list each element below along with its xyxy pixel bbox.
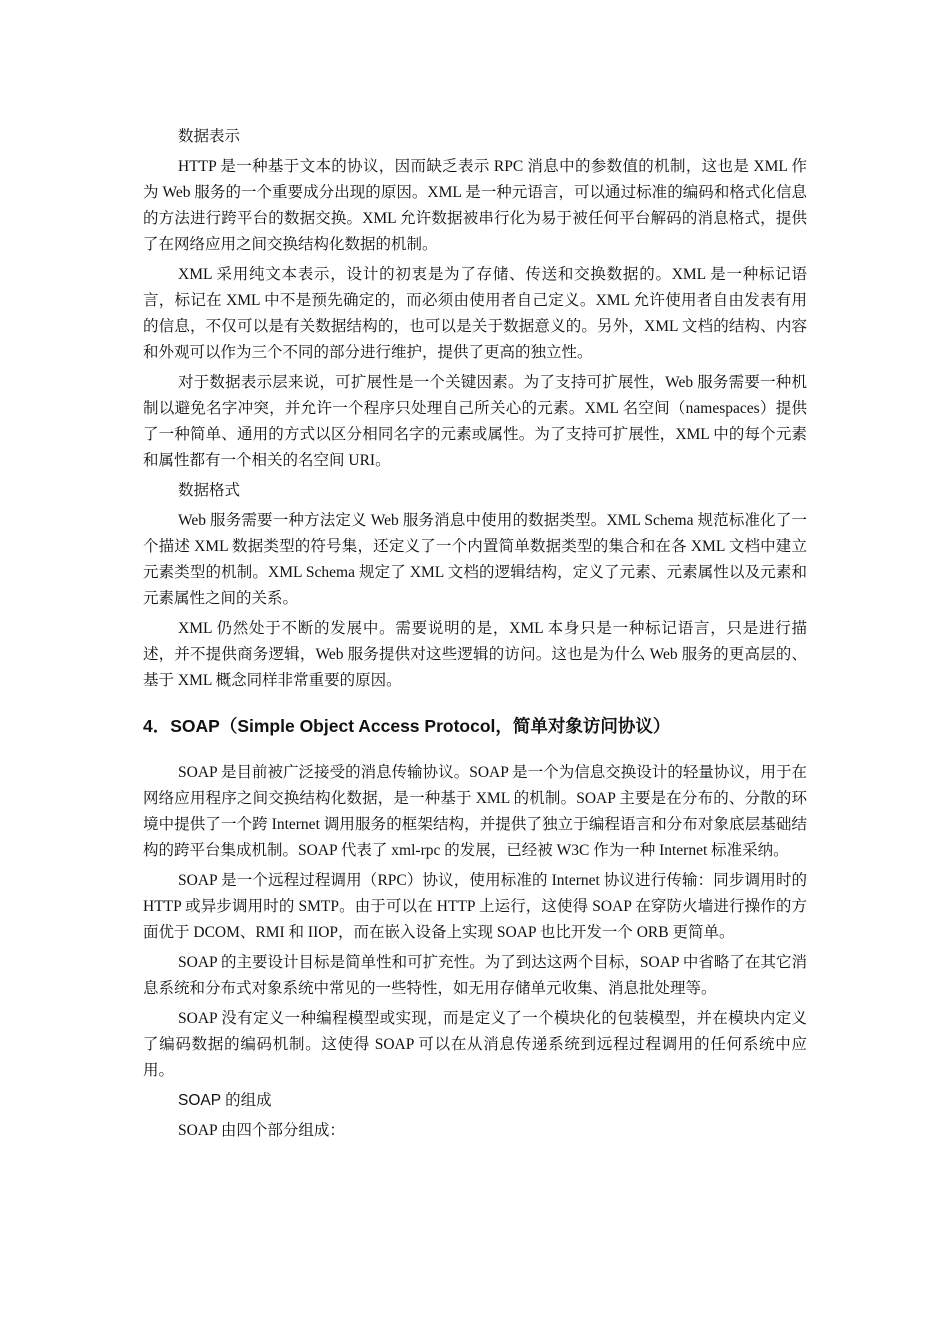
section-heading-soap: 4．SOAP（Simple Object Access Protocol，简单对象访问协议） [143,716,671,736]
paragraph: SOAP 是一个远程过程调用（RPC）协议，使用标准的 Internet 协议进行传输：同步调用时的 HTTP 或异步调用时的 SMTP。由于可以在 HTTP 上运行，这使得 SOAP 在穿防火墙进行操作的方面优于 DCOM、RMI 和 IIOP，而在嵌入设备上实现 SOAP 也比开发一个 ORB 更简单。 [143,872,807,941]
sub-heading-soap-composition: SOAP 的组成 [178,1092,272,1109]
paragraph: SOAP 没有定义一种编程模型或实现，而是定义了一个模块化的包装模型，并在模块内定义了编码数据的编码机制。这使得 SOAP 可以在从消息传递系统到远程过程调用的任何系统中应用。 [143,1010,807,1079]
sub-heading-data-format: 数据格式 [178,482,241,499]
paragraph: HTTP 是一种基于文本的协议，因而缺乏表示 RPC 消息中的参数值的机制，这也是 XML 作为 Web 服务的一个重要成分出现的原因。XML 是一种元语言，可以通过标准的编码和格式化信息的方法进行跨平台的数据交换。XML 允许数据被串行化为易于被任何平台解码的消息格式，提供了在网络应用之间交换结构化数据的机制。 [143,158,807,253]
paragraph: SOAP 由四个部分组成： [178,1122,345,1139]
paragraph: SOAP 是目前被广泛接受的消息传输协议。SOAP 是一个为信息交换设计的轻量协议，用于在网络应用程序之间交换结构化数据，是一种基于 XML 的机制。SOAP 主要是在分布的、分散的环境中提供了一个跨 Internet 调用服务的框架结构，并提供了独立于编程语言和分布对象底层基础结构的跨平台集成机制。SOAP 代表了 xml-rpc 的发展，已经被 W3C 作为一种 Internet 标准采纳。 [143,764,807,859]
paragraph: 对于数据表示层来说，可扩展性是一个关键因素。为了支持可扩展性，Web 服务需要一种机制以避免名字冲突，并允许一个程序只处理自己所关心的元素。XML 名空间（namespaces）提供了一种简单、通用的方式以区分相同名字的元素或属性。为了支持可扩展性，XML 中的每个元素和属性都有一个相关的名空间 URI。 [143,374,807,469]
paragraph: Web 服务需要一种方法定义 Web 服务消息中使用的数据类型。XML Schema 规范标准化了一个描述 XML 数据类型的符号集，还定义了一个内置简单数据类型的集合和在各 XML 文档中建立元素类型的机制。XML Schema 规定了 XML 文档的逻辑结构，定义了元素、元素属性以及元素和元素属性之间的关系。 [143,512,807,607]
sub-heading-data-representation: 数据表示 [178,128,241,145]
document-page [143,122,807,1148]
paragraph: XML 仍然处于不断的发展中。需要说明的是，XML 本身只是一种标记语言，只是进行描述，并不提供商务逻辑，Web 服务提供对这些逻辑的访问。这也是为什么 Web 服务的更高层的、基于 XML 概念同样非常重要的原因。 [143,620,807,689]
paragraph: XML 采用纯文本表示，设计的初衷是为了存储、传送和交换数据的。XML 是一种标记语言，标记在 XML 中不是预先确定的，而必须由使用者自己定义。XML 允许使用者自由发表有用的信息，不仅可以是有关数据结构的，也可以是关于数据意义的。另外，XML 文档的结构、内容和外观可以作为三个不同的部分进行维护，提供了更高的独立性。 [143,266,807,361]
paragraph: SOAP 的主要设计目标是简单性和可扩充性。为了到达这两个目标，SOAP 中省略了在其它消息系统和分布式对象系统中常见的一些特性，如无用存储单元收集、消息批处理等。 [143,954,807,997]
